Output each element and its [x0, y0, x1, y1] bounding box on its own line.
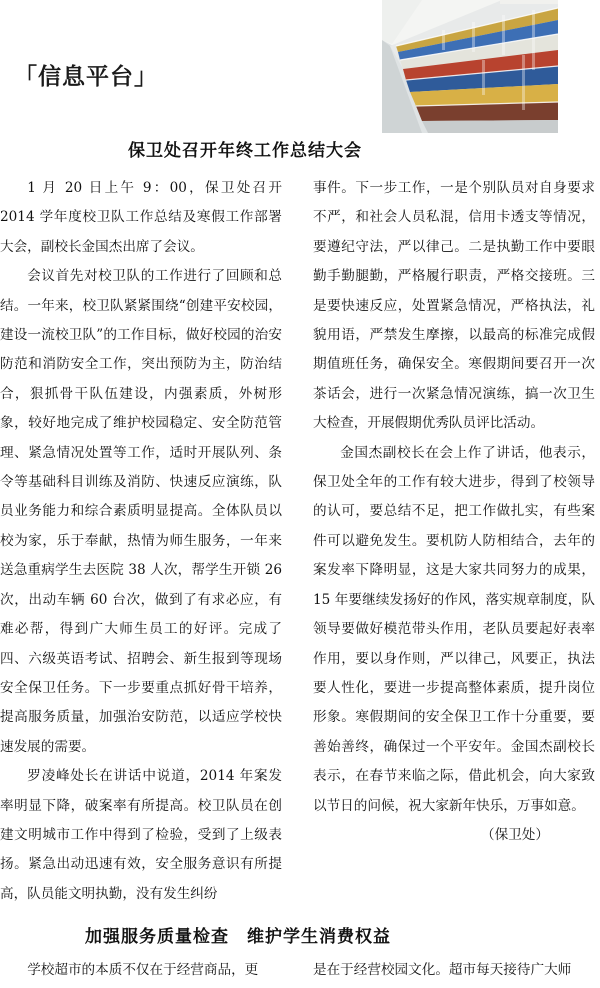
- paragraph: 会议首先对校卫队的工作进行了回顾和总结。一年来，校卫队紧紧围绕“创建平安校园，建设一流校卫队”的工作目标，做好校园的治安防范和消防安全工作，突出预防为主，防治结合，狠抓骨干队伍建设，内强素质，外树形象，较好地完成了维护校园稳定、安全防范管理、紧急情况处置等工作，适时开展队列、条令等基础科目训练及消防、快速反应演练，队员业务能力和综合素质明显提高。全体队员以校为家，乐于奉献，热情为师生服务，一年来送急重病学生去医院 38 人次，帮学生开锁 26 次，出动车辆 60 台次，做到了有求必应，有难必帮，得到广大师生员工的好评。完成了四、六级英语考试、招聘会、新生报到等现场安全保卫任务。下一步要重点抓好骨干培养，提高服务质量，加强治安防范，以适应学校快速发展的需要。: [0, 268, 282, 755]
- supermarket-shelves-photo: [382, 0, 558, 133]
- article-left-column: [0, 174, 282, 909]
- article-title: 保卫处召开年终工作总结大会: [128, 141, 362, 161]
- supermarket-photo-illustration: [382, 0, 558, 133]
- paragraph: 学校超市的本质不仅在于经营商品，更: [27, 962, 259, 978]
- paragraph: 是在于经营校园文化。超市每天接待广大师: [313, 962, 572, 978]
- article-signature: （保卫处）: [481, 826, 549, 843]
- paragraph: 1 月 20 日上午 9：00，保卫处召开 2014 学年度校卫队工作总结及寒假工作部署大会，副校长金国杰出席了会议。: [0, 180, 282, 255]
- article2-right-column: [313, 956, 595, 985]
- paragraph: 罗凌峰处长在讲话中说道，2014 年案发率明显下降，破案率有所提高。校卫队员在创建文明城市工作中得到了检验，受到了上级表扬。紧急出动迅速有效，安全服务意识有所提高，队员能文明执勤，没有发生纠纷: [0, 768, 282, 902]
- article2-left-column: [0, 956, 282, 985]
- paragraph: 金国杰副校长在会上作了讲话，他表示，保卫处全年的工作有较大进步，得到了校领导的认可，要总结不足，把工作做扎实，有些案件可以避免发生。要机防人防相结合，去年的案发率下降明显，这是大家共同努力的成果，15 年要继续发扬好的作风，落实规章制度，队领导要做好模范带头作用，老队员要起好表率作用，要以身作则，严以律己，风要正，执法要人性化，要进一步提高整体素质，提升岗位形象。寒假期间的安全保卫工作十分重要，要善始善终，确保过一个平安年。金国杰副校长表示，在春节来临之际，借此机会，向大家致以节日的问候，祝大家新年快乐，万事如意。: [313, 444, 595, 814]
- paragraph: 事件。下一步工作，一是个别队员对自身要求不严，和社会人员私混，信用卡透支等情况，要遵纪守法，严以律己。二是执勤工作中要眼勤手勤腿勤，严格履行职责，严格交接班。三是要快速反应，处置紧急情况，严格执法，礼貌用语，严禁发生摩擦，以最高的标准完成假期值班任务，确保安全。寒假期间要召开一次茶话会，进行一次紧急情况演练，搞一次卫生大检查，开展假期优秀队员评比活动。: [313, 180, 595, 432]
- article-title-2: 加强服务质量检查 维护学生消费权益: [85, 927, 391, 947]
- section-header: 「信息平台」: [14, 64, 158, 90]
- article-right-column: [313, 174, 595, 850]
